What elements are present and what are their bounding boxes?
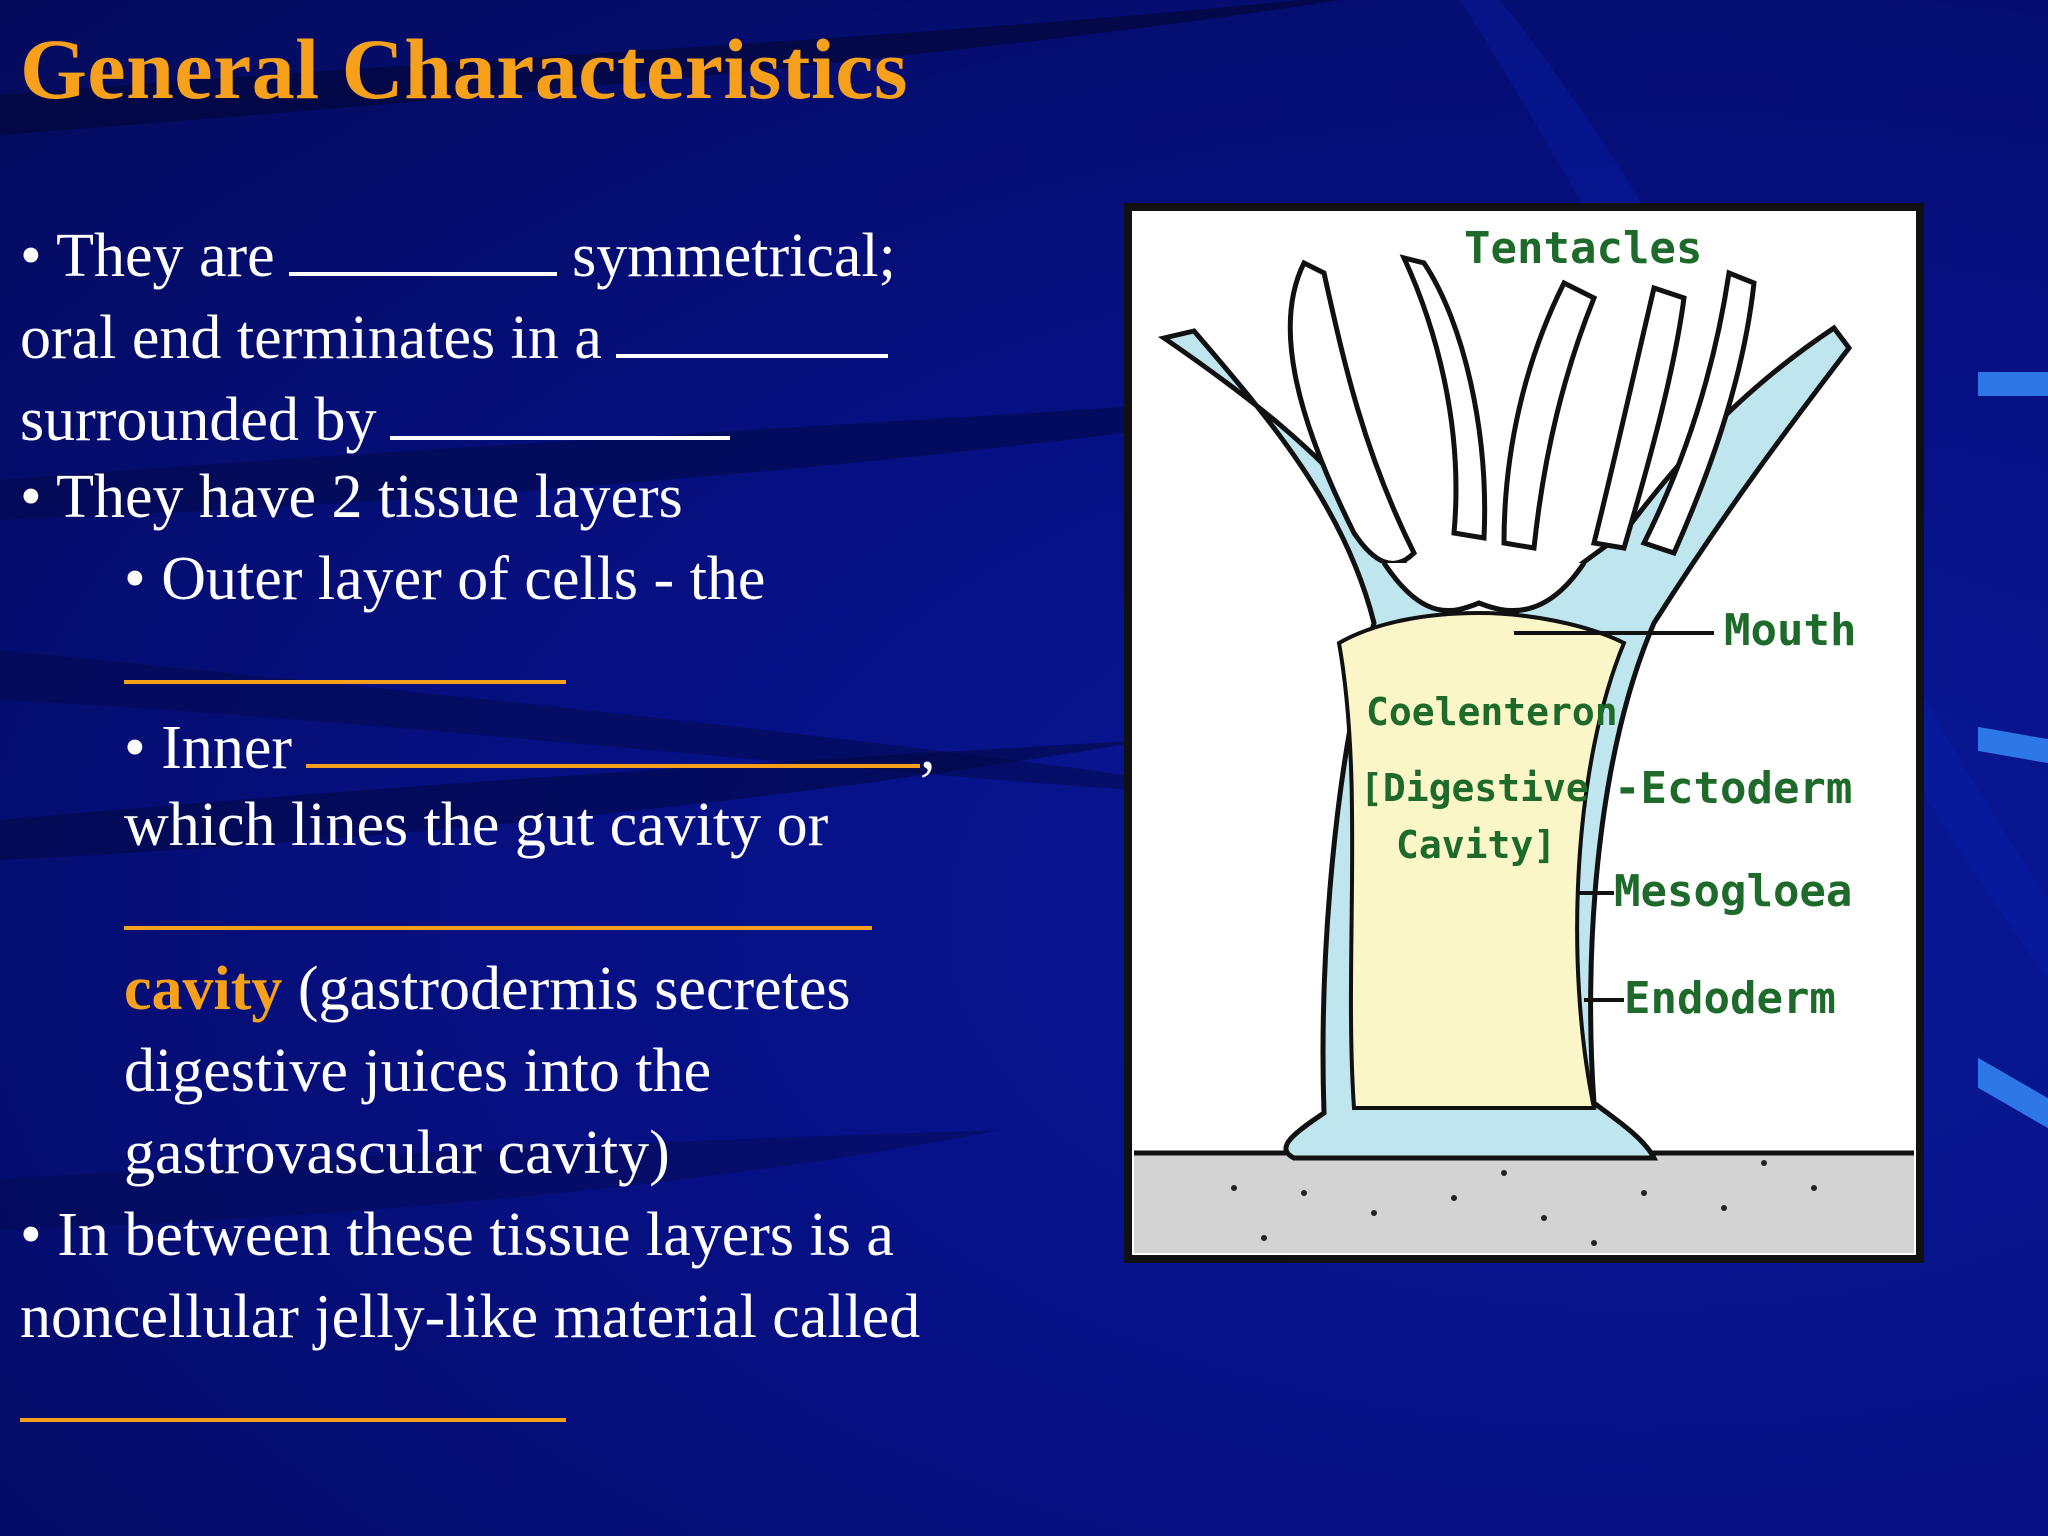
text: surrounded by [20,386,377,454]
answer-line [20,866,1070,948]
text: , [920,714,936,782]
bullet-line [20,210,1070,292]
fill-in-blank [124,926,872,930]
answer-line [20,1358,1070,1440]
sub-bullet-line [20,784,1070,866]
text: oral end terminates in a [20,304,602,372]
text: • In between these tissue layers is a [20,1201,894,1269]
fill-in-blank [20,1418,566,1422]
text: • Outer layer of cells - the [124,545,766,613]
label-coelenteron: Coelenteron [1366,690,1618,734]
polyp-diagram [1124,203,1924,1263]
text: • Inner [124,714,293,782]
label-cavity: Cavity] [1396,823,1557,867]
sub-bullet-line [20,702,1070,784]
bullet-line [20,1276,1070,1358]
answer-line [20,620,1070,702]
text: • They have 2 tissue layers [20,463,683,531]
highlight-text: cavity [124,955,283,1023]
text: gastrovascular cavity) [124,1119,670,1187]
sub-bullet-line [20,1030,1070,1112]
bullet-line [20,374,1070,456]
decor-stroke [1978,372,2048,396]
slide-title: General Characteristics [20,21,908,117]
label-ectoderm: -Ectoderm [1614,763,1853,814]
bullet-line [20,1194,1070,1276]
fill-in-blank [390,374,730,440]
text: (gastrodermis secretes [282,955,851,1023]
text: noncellular jelly-like material called [20,1283,921,1351]
slide-body [20,210,1070,1440]
text: which lines the gut cavity or [124,791,829,859]
sub-bullet-line [20,1112,1070,1194]
sub-bullet-line [20,538,1070,620]
fill-in-blank [616,292,888,358]
bullet-line [20,292,1070,374]
fill-in-blank [289,210,557,276]
text: • They are [20,222,275,290]
text: symmetrical; [572,222,896,290]
label-endoderm: Endoderm [1624,973,1836,1024]
label-mouth: Mouth [1724,605,1857,656]
label-tentacles: Tentacles [1464,223,1703,274]
label-digestive: [Digestive [1360,766,1589,810]
sub-bullet-line [20,948,1070,1030]
fill-in-blank [306,702,920,768]
fill-in-blank [124,680,566,684]
label-mesogloea: Mesogloea [1614,866,1853,917]
bullet-line [20,456,1070,538]
ground [1134,1153,1914,1253]
text: digestive juices into the [124,1037,712,1105]
